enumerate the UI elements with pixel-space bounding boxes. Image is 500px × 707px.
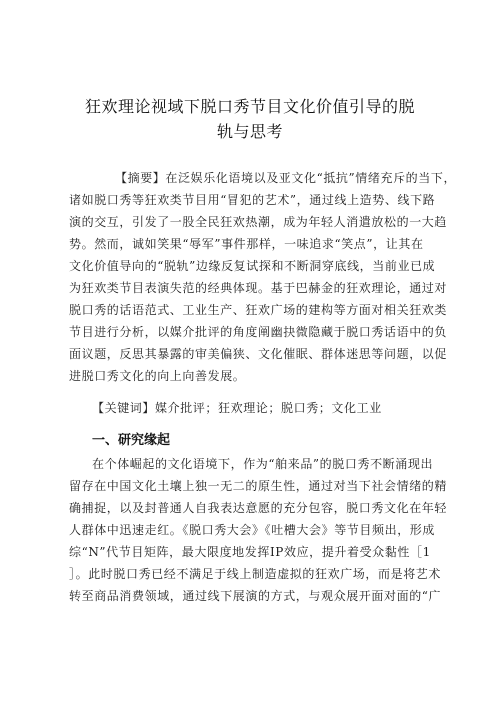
section-heading: 一、研究缘起 — [92, 433, 171, 448]
body-line: 转至商品消费领域，通过线下展演的方式，与观众展开面对面的“广 — [69, 589, 442, 603]
abstract-line: 为狂欢类节目表演失范的经典体现。基于巴赫金的狂欢理论，通过对 — [69, 281, 448, 295]
paper-title-line-1: 狂欢理论视域下脱口秀节目文化价值引导的脱 — [84, 97, 415, 116]
abstract-line: 面议题，反思其暴露的审美偏狭、文化催眠、群体迷思等问题，以促 — [69, 347, 448, 361]
abstract-line: 【摘要】在泛娱乐化语境以及亚文化“抵抗”情绪充斥的当下， — [115, 171, 457, 185]
abstract-line: 势。然而，诚如笑果“辱军”事件那样，一味追求“笑点”，让其在 — [69, 237, 424, 251]
abstract-line: 文化价值导向的“脱轨”边缘反复试探和不断洞穿底线，当前业已成 — [69, 259, 436, 273]
body-line: 确捕捉，以及封普通人自我表达意愿的充分包容，脱口秀文化在年轻 — [69, 501, 448, 515]
abstract-line: 脱口秀的话语范式、工业生产、狂欢广场的建构等方面对相关狂欢类 — [69, 303, 448, 317]
body-line: ］。此时脱口秀已经不满足于线上制造虚拟的狂欢广场，而是将艺术 — [69, 567, 442, 581]
paper-title-line-2: 轨与思考 — [216, 122, 283, 141]
keywords-line: 【关键词】媒介批评；狂欢理论；脱口秀；文化工业 — [92, 401, 382, 415]
abstract-line: 诸如脱口秀等狂欢类节目用“冒犯的艺术”，通过线上造势、线下路 — [69, 193, 436, 207]
body-line: 在个体崛起的文化语境下，作为“舶来品”的脱口秀不断涌现出 — [92, 457, 434, 471]
abstract-line: 进脱口秀文化的向上向善发展。 — [69, 369, 246, 383]
body-line: 综“N”代节目矩阵，最大限度地发挥IP效应，提升着受众黏性［1 — [69, 545, 431, 559]
body-line: 留存在中国文化土壤上独一无二的原生性，通过对当下社会情绪的精 — [69, 479, 448, 493]
body-line: 人群体中迅速走红。《脱口秀大会》《吐槽大会》等节目频出，形成 — [69, 523, 436, 537]
abstract-line: 节目进行分析，以媒介批评的角度阐幽抉微隐藏于脱口秀话语中的负 — [69, 325, 448, 339]
abstract-line: 演的交互，引发了一股全民狂欢热潮，成为年轻人消遣放松的一大趋 — [69, 215, 448, 229]
